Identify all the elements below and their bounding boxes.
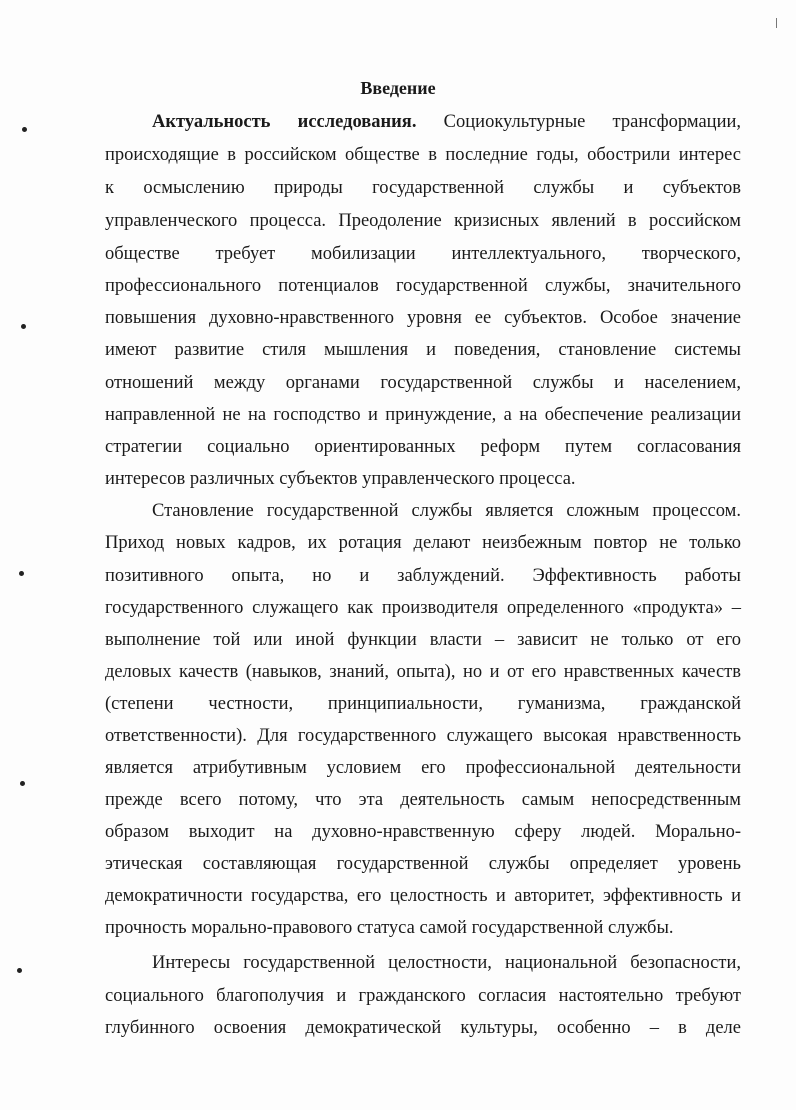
scan-mark (19, 571, 24, 576)
paragraph-line: ответственности). Для государственного служащего высокая нравственность (105, 726, 741, 746)
scan-mark (22, 127, 27, 132)
page-title: Введение (360, 78, 436, 98)
paragraph-line: выполнение той или иной функции власти – зависит не только от его (105, 630, 741, 650)
paragraph-line: прочность морально-правового статуса самой государственной службы. (105, 918, 674, 938)
paragraph-line: глубинного освоения демократической культуры, особенно – в деле (105, 1018, 741, 1038)
paragraph-line (152, 110, 741, 134)
paragraph-line: образом выходит на духовно-нравственную сферу людей. Морально- (105, 822, 741, 842)
scan-tick (776, 18, 777, 28)
line-text: Социокультурные трансформации, (416, 112, 741, 132)
paragraph-line: (степени честности, принципиальности, гуманизма, гражданской (105, 694, 741, 714)
paragraph-line: является атрибутивным условием его профессиональной деятельности (105, 758, 741, 778)
paragraph-line: направленной не на господство и принуждение, а на обеспечение реализации (105, 405, 741, 425)
paragraph-line: Становление государственной службы является сложным процессом. (152, 501, 741, 521)
scan-mark (21, 324, 26, 329)
paragraph-line: обществе требует мобилизации интеллектуального, творческого, (105, 244, 741, 264)
paragraph-line: интересов различных субъектов управленческого процесса. (105, 469, 576, 489)
paragraph-line: отношений между органами государственной службы и населением, (105, 373, 741, 393)
lead-bold-word: исследования. (297, 112, 417, 132)
paragraph-line: профессионального потенциалов государственной службы, значительного (105, 276, 741, 296)
paragraph-line: демократичности государства, его целостность и авторитет, эффективность и (105, 886, 741, 906)
paragraph-line: Приход новых кадров, их ротация делают неизбежным повтор не только (105, 533, 741, 553)
paragraph-line: прежде всего потому, что эта деятельность самым непосредственным (105, 790, 741, 810)
paragraph-line: управленческого процесса. Преодоление кризисных явлений в российском (105, 211, 741, 231)
paragraph-line: Интересы государственной целостности, национальной безопасности, (152, 953, 741, 973)
paragraph-line: этическая составляющая государственной службы определяет уровень (105, 854, 741, 874)
paragraph-line: государственного служащего как производителя определенного «продукта» – (105, 598, 741, 618)
paragraph-line: деловых качеств (навыков, знаний, опыта), но и от его нравственных качеств (105, 662, 741, 682)
paragraph-line: позитивного опыта, но и заблуждений. Эффективность работы (105, 566, 741, 586)
paragraph-line: повышения духовно-нравственного уровня ее субъектов. Особое значение (105, 308, 741, 328)
paragraph-line: имеют развитие стиля мышления и поведения, становление системы (105, 340, 741, 360)
lead-bold-word: Актуальность (152, 112, 271, 132)
scan-mark (17, 968, 22, 973)
paragraph-line: к осмыслению природы государственной службы и субъектов (105, 178, 741, 198)
paragraph-line: происходящие в российском обществе в последние годы, обострили интерес (105, 145, 741, 165)
scan-mark (20, 781, 25, 786)
paragraph-line: социального благополучия и гражданского согласия настоятельно требуют (105, 986, 741, 1006)
paragraph-line: стратегии социально ориентированных реформ путем согласования (105, 437, 741, 457)
